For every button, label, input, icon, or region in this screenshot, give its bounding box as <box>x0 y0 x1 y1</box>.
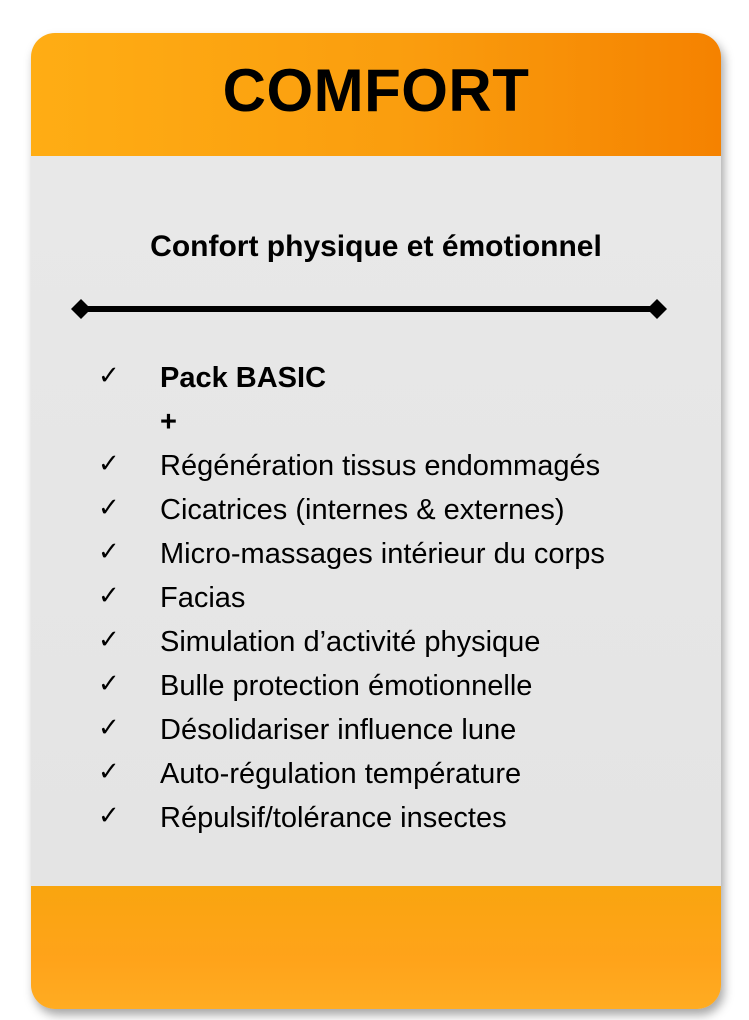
feature-item <box>98 796 698 840</box>
diamond-left-icon <box>71 299 91 319</box>
feature-label: Auto-régulation température <box>160 758 522 790</box>
feature-list <box>98 356 698 840</box>
feature-item <box>98 664 698 708</box>
check-icon: ✓ <box>98 801 120 831</box>
card-header <box>31 33 721 156</box>
check-icon: ✓ <box>98 713 120 743</box>
feature-item <box>98 400 698 444</box>
pricing-card <box>31 33 721 1009</box>
feature-item <box>98 444 698 488</box>
check-icon: ✓ <box>98 757 120 787</box>
check-icon: ✓ <box>98 625 120 655</box>
feature-item <box>98 708 698 752</box>
diamond-right-icon <box>647 299 667 319</box>
feature-label: Simulation d’activité physique <box>160 626 541 658</box>
check-icon: ✓ <box>98 581 120 611</box>
feature-label: Facias <box>160 582 246 614</box>
card-footer <box>31 886 721 1009</box>
check-icon: ✓ <box>98 449 120 479</box>
feature-label: Cicatrices (internes & externes) <box>160 494 565 526</box>
feature-label: Régénération tissus endommagés <box>160 450 601 482</box>
feature-item <box>98 576 698 620</box>
card-title: COMFORT <box>222 57 530 124</box>
card-subtitle: Confort physique et émotionnel <box>150 230 602 263</box>
feature-label: + <box>160 406 177 438</box>
feature-label: Bulle protection émotionnelle <box>160 670 533 702</box>
feature-label: Désolidariser influence lune <box>160 714 517 746</box>
feature-item <box>98 752 698 796</box>
check-icon: ✓ <box>98 493 120 523</box>
check-icon: ✓ <box>98 537 120 567</box>
feature-item <box>98 356 698 400</box>
feature-label: Pack BASIC <box>160 362 327 394</box>
card-body <box>31 156 721 886</box>
divider-line <box>71 295 667 323</box>
check-icon: ✓ <box>98 361 120 391</box>
feature-item <box>98 532 698 576</box>
feature-label: Répulsif/tolérance insectes <box>160 802 507 834</box>
feature-item <box>98 620 698 664</box>
feature-label: Micro-massages intérieur du corps <box>160 538 605 570</box>
check-icon: ✓ <box>98 669 120 699</box>
feature-item <box>98 488 698 532</box>
